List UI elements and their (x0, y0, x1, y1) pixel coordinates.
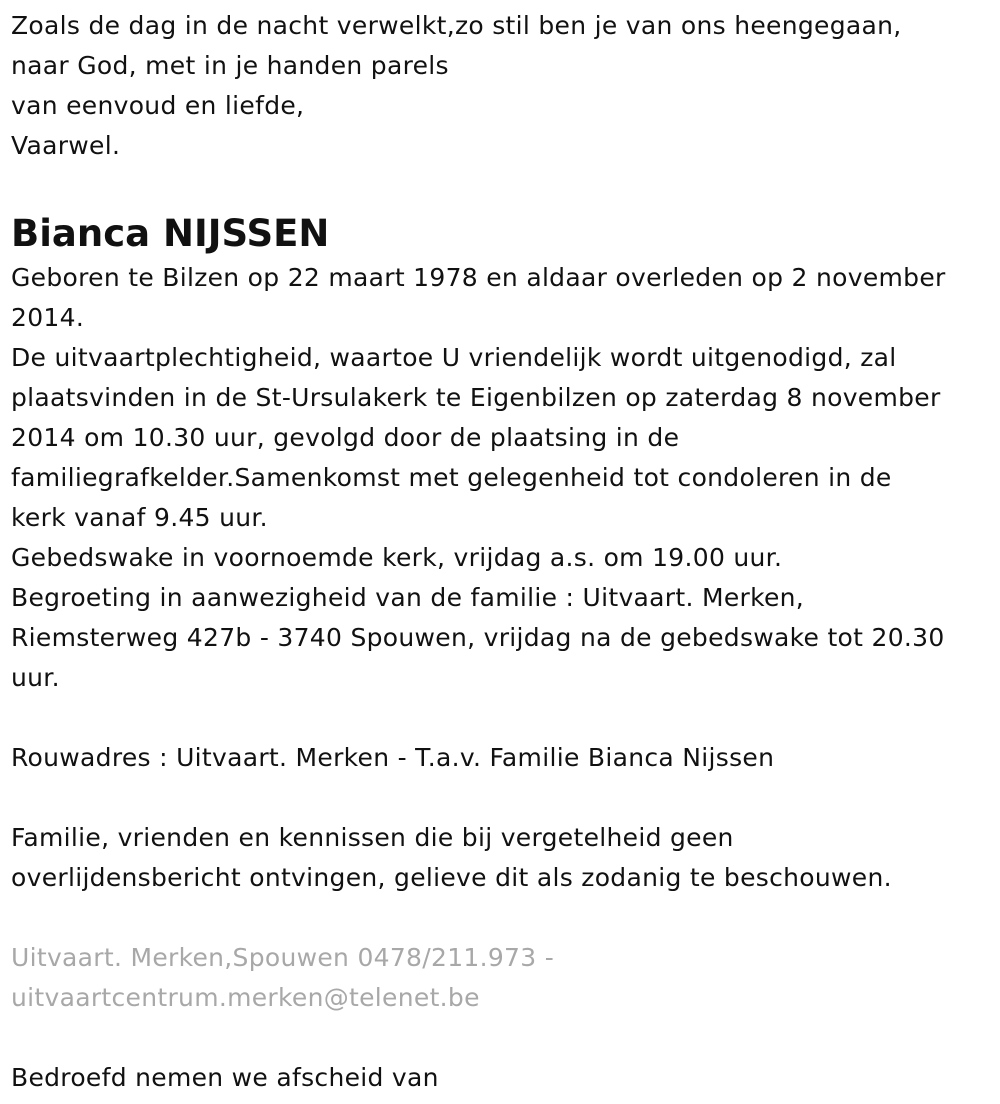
details-line: kerk vanaf 9.45 uur. (11, 503, 268, 532)
spacer (11, 898, 986, 938)
details-line: Geboren te Bilzen op 22 maart 1978 en aldaar overleden op 2 november (11, 263, 946, 292)
poem-line: van eenvoud en liefde, (11, 91, 305, 120)
details-line: De uitvaartplechtigheid, waartoe U vriendelijk wordt uitgenodigd, zal (11, 343, 897, 372)
details-line: familiegrafkelder.Samenkomst met gelegenheid tot condoleren in de (11, 463, 892, 492)
contact-email: uitvaartcentrum.merken@telenet.be (11, 983, 480, 1012)
deceased-name: Bianca NIJSSEN (11, 212, 330, 255)
poem (11, 6, 986, 166)
details-line: 2014 om 10.30 uur, gevolgd door de plaatsing in de (11, 423, 680, 452)
obituary-document (11, 6, 986, 1098)
notice (11, 818, 986, 898)
spacer (11, 1018, 986, 1058)
contact-line: Uitvaart. Merken,Spouwen 0478/211.973 - (11, 943, 555, 972)
funeral-home-contact (11, 938, 986, 1018)
details-line: plaatsvinden in de St-Ursulakerk te Eigenbilzen op zaterdag 8 november (11, 383, 941, 412)
details-line: Begroeting in aanwezigheid van de familie : Uitvaart. Merken, (11, 583, 805, 612)
notice-line: Familie, vrienden en kennissen die bij vergetelheid geen (11, 823, 734, 852)
mourning-address: Rouwadres : Uitvaart. Merken - T.a.v. Familie Bianca Nijssen (11, 743, 775, 772)
closing-text: Bedroefd nemen we afscheid van (11, 1063, 439, 1092)
details-line: Gebedswake in voornoemde kerk, vrijdag a.s. om 19.00 uur. (11, 543, 783, 572)
spacer (11, 698, 986, 738)
spacer (11, 778, 986, 818)
poem-line: naar God, met in je handen parels (11, 51, 449, 80)
details-line: Riemsterweg 427b - 3740 Spouwen, vrijdag na de gebedswake tot 20.30 (11, 623, 945, 652)
poem-line: Zoals de dag in de nacht verwelkt,zo stil ben je van ons heengegaan, (11, 11, 902, 40)
details-line: uur. (11, 663, 60, 692)
spacer (11, 166, 986, 206)
poem-line: Vaarwel. (11, 131, 121, 160)
obituary-details (11, 258, 986, 698)
notice-line: overlijdensbericht ontvingen, gelieve dit als zodanig te beschouwen. (11, 863, 892, 892)
details-line: 2014. (11, 303, 85, 332)
